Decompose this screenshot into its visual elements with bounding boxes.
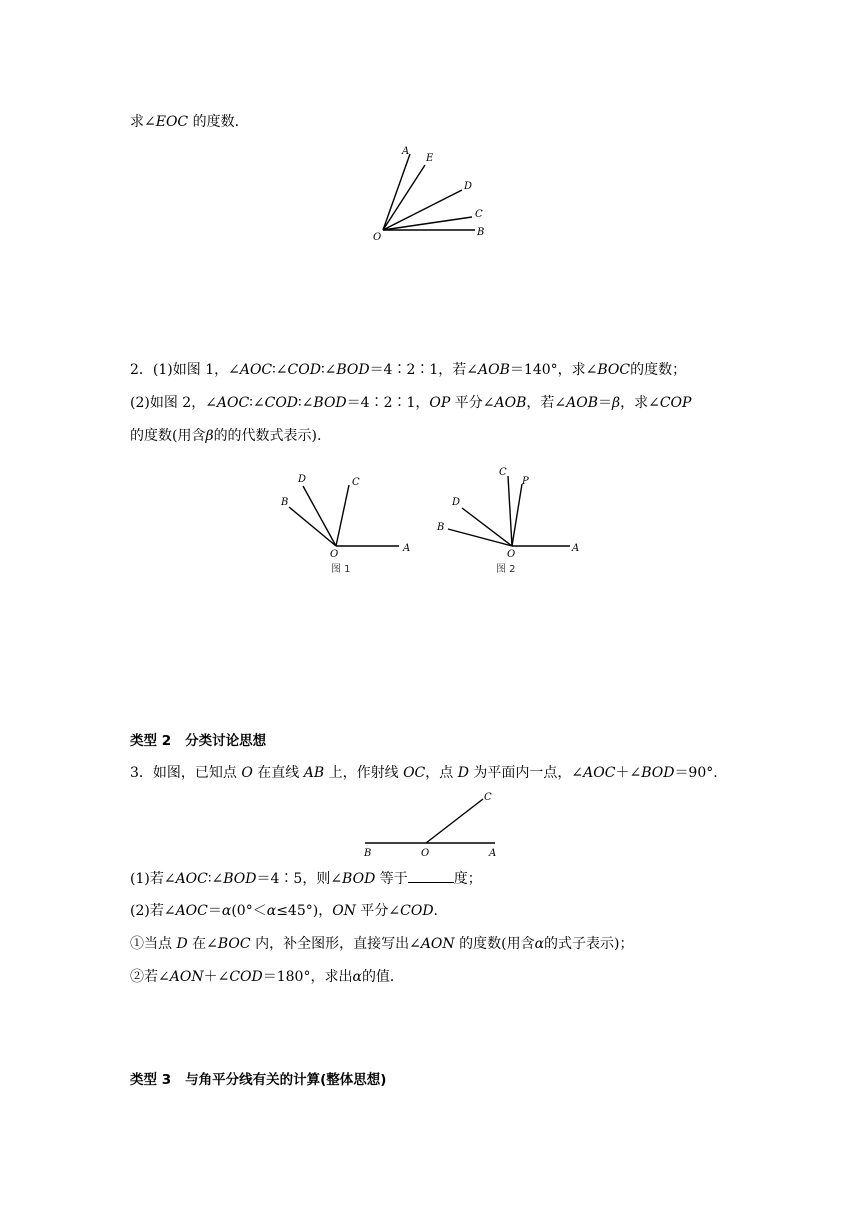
text-run: 求∠ <box>130 114 156 130</box>
label-b: B <box>281 497 289 508</box>
text-run: ＋∠ <box>615 765 642 781</box>
math-symbol: α <box>534 936 545 952</box>
text-run: ＝4∶2∶1， <box>346 395 430 411</box>
text-run: 为平面内一点，∠ <box>468 765 584 781</box>
text-run: ＝180°，求出 <box>262 969 353 985</box>
math-symbol: α <box>221 903 232 919</box>
math-symbol: O <box>241 765 253 781</box>
problem-2-line-1 <box>130 360 686 380</box>
math-symbol: ON <box>332 903 356 919</box>
math-symbol: AOC <box>216 395 250 411</box>
figure-fig1 <box>275 470 425 580</box>
ray-op <box>512 484 522 546</box>
label-o: O <box>373 232 382 243</box>
caption-fig1: 图 1 <box>331 564 351 575</box>
section-heading-type-2 <box>130 731 266 751</box>
text-run: 在∠ <box>187 936 218 952</box>
text-run: (0°＜ <box>231 903 267 919</box>
label-p: P <box>522 476 529 487</box>
label-b: B <box>477 227 485 238</box>
figure-line-ab <box>360 790 510 860</box>
text-run: 类型 3 <box>130 1072 172 1088</box>
figure-fig2 <box>432 462 592 580</box>
math-symbol: EOC <box>155 114 189 130</box>
ray-od <box>303 486 336 546</box>
text-run: ∶∠ <box>207 871 224 887</box>
text-run: 的值． <box>361 969 404 985</box>
math-symbol: COD <box>287 362 321 378</box>
math-symbol: β <box>612 395 621 411</box>
label-a: A <box>489 848 497 859</box>
math-symbol: COP <box>659 395 692 411</box>
problem-2-line-2 <box>130 393 691 413</box>
text-run: ∶∠ <box>298 395 314 411</box>
math-symbol: BOD <box>223 871 257 887</box>
math-symbol: AOC <box>175 871 208 887</box>
text-run: . <box>433 903 438 919</box>
text-run: 度； <box>453 871 482 887</box>
text-run: ，求∠ <box>620 395 660 411</box>
label-a: A <box>572 543 580 554</box>
problem-1-tail <box>130 112 249 132</box>
text-run: ，点 <box>425 765 458 781</box>
text-run: 的度数(用含 <box>454 936 535 952</box>
text-run: 3．如图，已知点 <box>130 765 242 781</box>
problem-3-part-2-ii <box>130 967 404 987</box>
text-run: ∶∠ <box>320 362 337 378</box>
problem-3-part-2-i <box>130 934 634 954</box>
text-run: ＝4∶5，则∠ <box>256 871 343 887</box>
ray-oc <box>336 485 349 546</box>
label-a: A <box>402 146 410 157</box>
text-run: 平分∠ <box>450 395 495 411</box>
label-c: C <box>499 467 507 478</box>
problem-3-part-2 <box>130 901 438 921</box>
math-symbol: D <box>457 765 469 781</box>
math-symbol: α <box>266 903 277 919</box>
math-symbol: COD <box>400 903 434 919</box>
text-run: (1)若∠ <box>130 871 176 887</box>
math-symbol: AON <box>420 936 455 952</box>
math-symbol: COD <box>264 395 299 411</box>
text-run: 平分∠ <box>355 903 401 919</box>
math-symbol: β <box>205 428 214 444</box>
math-symbol: AOB <box>566 395 598 411</box>
text-run: 内，补全图形，直接写出∠ <box>250 936 421 952</box>
label-b: B <box>364 848 372 859</box>
text-run: (2)如图 2，∠ <box>130 395 217 411</box>
math-symbol: AOC <box>239 362 273 378</box>
text-run: ≤45°)， <box>276 903 333 919</box>
label-o: O <box>507 549 516 560</box>
answer-blank[interactable] <box>408 868 454 883</box>
label-a: A <box>403 543 411 554</box>
section-heading-type-3 <box>130 1070 386 1090</box>
math-symbol: BOD <box>342 871 376 887</box>
text-run: 与角平分线有关的计算(整体思想) <box>185 1072 387 1088</box>
ray-oe <box>383 165 425 230</box>
ray-oc <box>426 799 483 843</box>
text-run: 分类讨论思想 <box>185 733 267 749</box>
ray-ob <box>289 507 336 546</box>
label-d: D <box>298 474 307 485</box>
math-symbol: AOB <box>478 362 510 378</box>
math-symbol: AOC <box>583 765 616 781</box>
text-run: ＋∠ <box>203 969 230 985</box>
text-run: ∶∠ <box>272 362 288 378</box>
text-run: ，若∠ <box>526 395 567 411</box>
problem-3-part-1 <box>130 868 482 889</box>
label-c: C <box>352 477 360 488</box>
text-run: ①当点 <box>130 936 177 952</box>
math-symbol: D <box>176 936 188 952</box>
text-run: ＝ <box>207 903 222 919</box>
label-o: O <box>330 549 339 560</box>
text-run: 的的代数式表示). <box>213 428 322 444</box>
text-run: 的度数． <box>188 114 249 130</box>
math-symbol: BOD <box>641 765 675 781</box>
label-d: D <box>464 181 473 192</box>
caption-fig2: 图 2 <box>496 564 516 575</box>
ray-od <box>462 508 512 546</box>
text-run: 的式子表示)； <box>544 936 634 952</box>
figure-angles-1 <box>370 140 500 245</box>
math-symbol: OP <box>429 395 451 411</box>
ray-oc <box>508 476 512 546</box>
problem-3-line-1 <box>130 763 718 783</box>
ray-ob <box>448 529 512 546</box>
text-run: 等于 <box>375 871 408 887</box>
text-run: ＝ <box>598 395 612 411</box>
math-symbol: BOC <box>597 362 631 378</box>
math-symbol: BOC <box>217 936 251 952</box>
math-symbol: AOC <box>175 903 208 919</box>
text-run: 的度数(用含 <box>130 428 206 444</box>
text-run: ②若∠ <box>130 969 170 985</box>
label-c: C <box>475 209 483 220</box>
math-symbol: AB <box>303 765 325 781</box>
text-run: 类型 2 <box>130 733 172 749</box>
text-run: 在直线 <box>252 765 304 781</box>
problem-2-line-3 <box>130 426 321 446</box>
label-b: B <box>437 522 445 533</box>
label-d: D <box>452 497 461 508</box>
text-run: 的度数； <box>630 362 687 378</box>
math-symbol: BOD <box>313 395 347 411</box>
math-symbol: BOD <box>336 362 370 378</box>
math-symbol: COD <box>229 969 263 985</box>
text-run: ＝4∶2∶1，若∠ <box>369 362 479 378</box>
math-symbol: AOB <box>494 395 527 411</box>
math-symbol: α <box>352 969 362 985</box>
label-e: E <box>426 153 434 164</box>
label-c: C <box>484 792 492 803</box>
text-run: (2)若∠ <box>130 903 176 919</box>
text-run: ＝140°，求∠ <box>509 362 598 378</box>
math-symbol: AON <box>169 969 204 985</box>
text-run: ＝90°. <box>674 765 718 781</box>
text-run: ∶∠ <box>249 395 265 411</box>
math-symbol: OC <box>403 765 426 781</box>
label-o: O <box>421 848 430 859</box>
text-run: 2．(1)如图 1，∠ <box>130 362 240 378</box>
text-run: 上，作射线 <box>324 765 404 781</box>
